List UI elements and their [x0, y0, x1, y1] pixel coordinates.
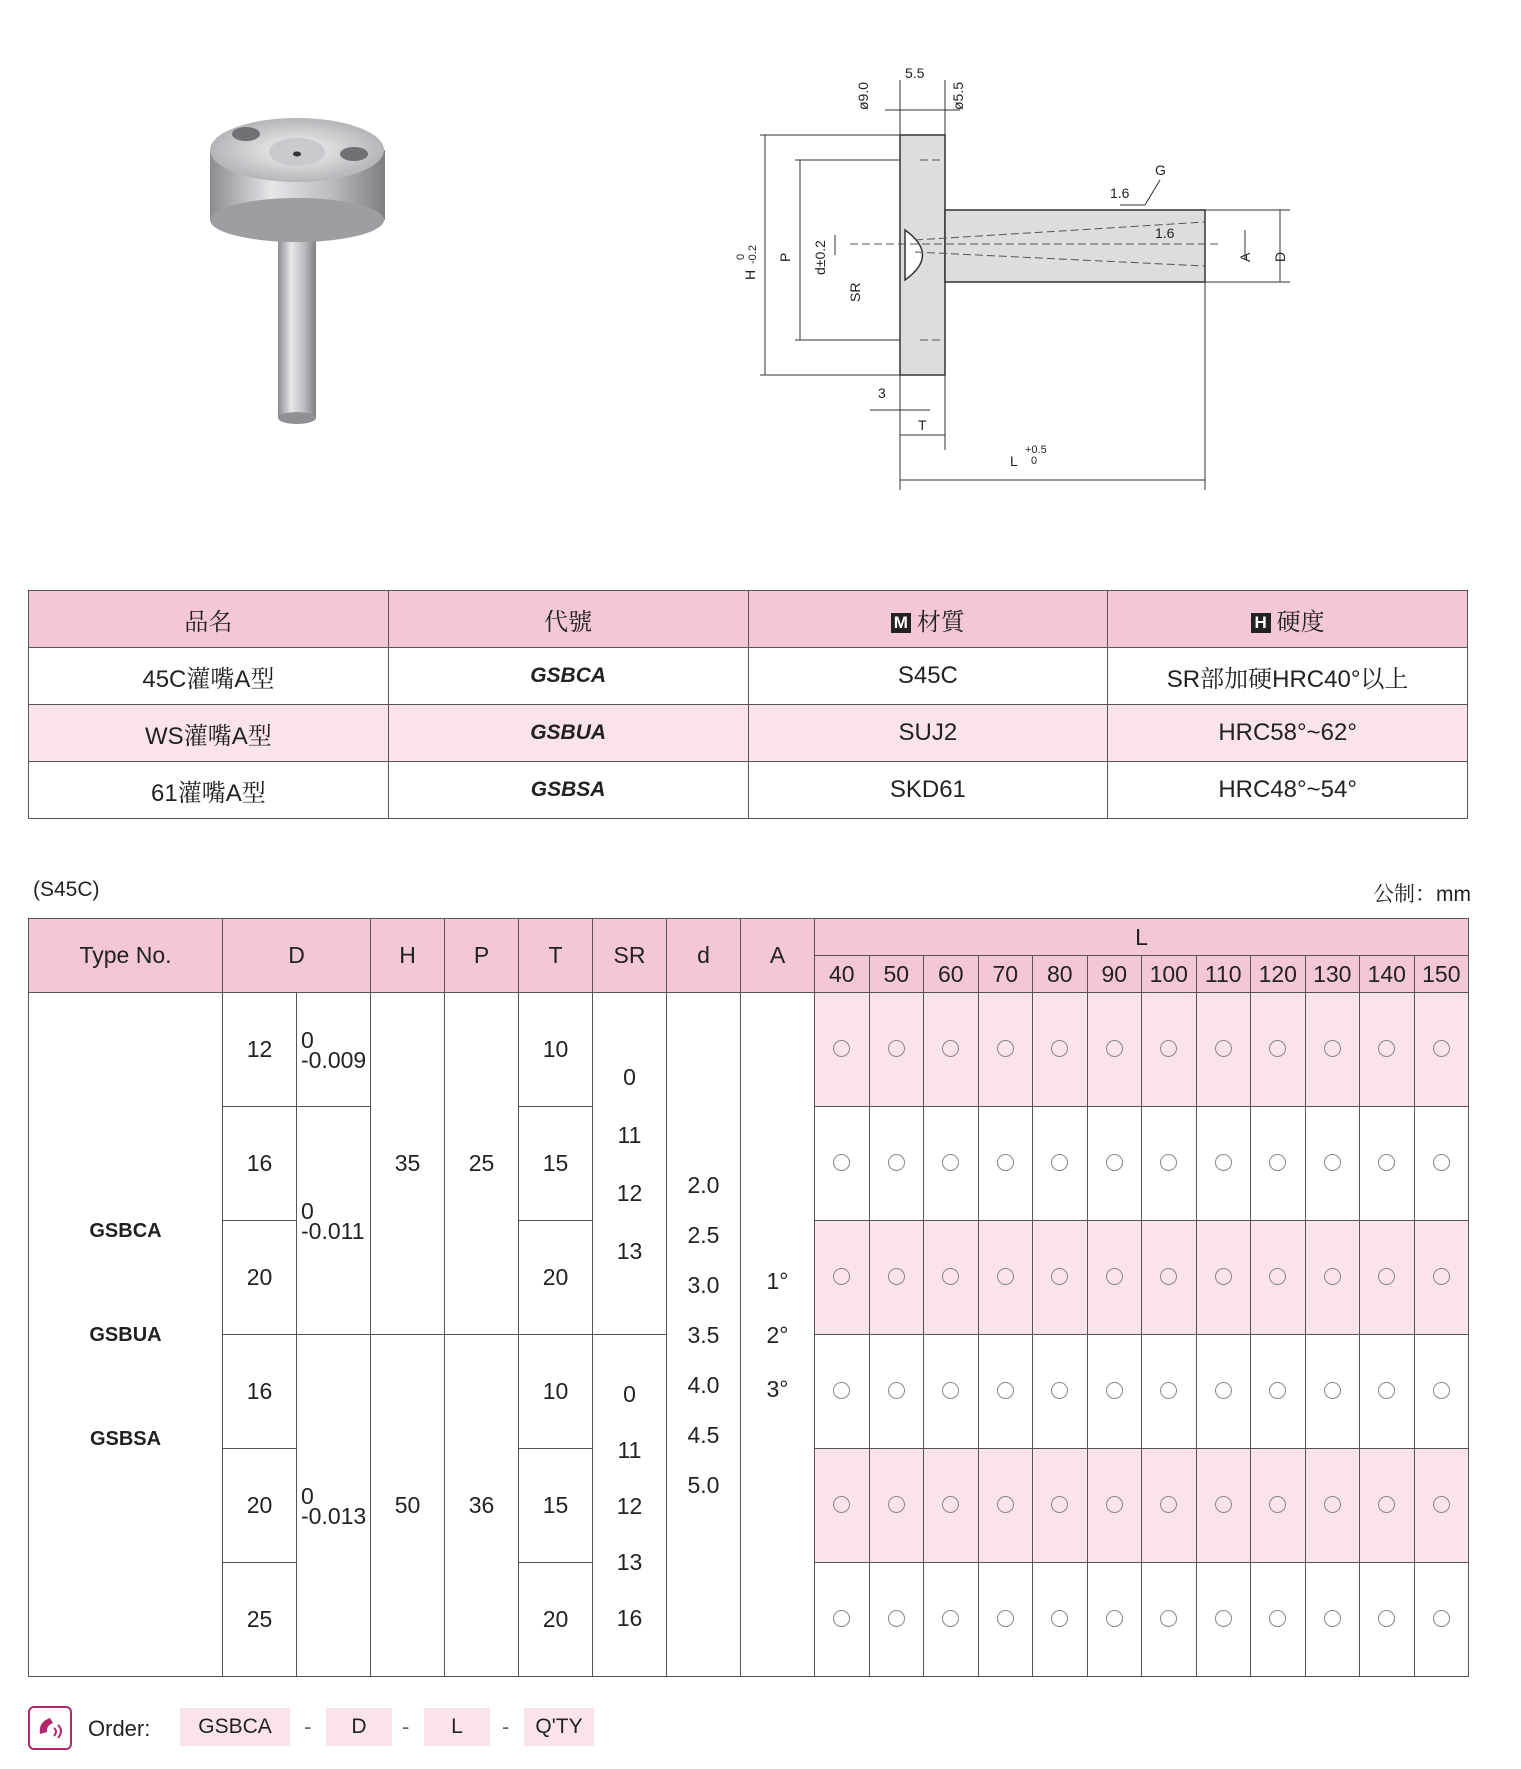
- roughness-top: 1.6: [1110, 185, 1130, 201]
- availability-mark: [833, 1496, 850, 1513]
- availability-mark: [1433, 1040, 1450, 1057]
- availability-mark: [1378, 1040, 1395, 1057]
- d-tolerance: 0 -0.011: [297, 1107, 371, 1335]
- header-hardness: H 硬度: [1108, 591, 1468, 648]
- availability-mark: [1378, 1268, 1395, 1285]
- roughness-inner: 1.6: [1155, 225, 1175, 241]
- availability-mark: [1160, 1496, 1177, 1513]
- material-table: [28, 590, 1468, 819]
- availability-mark: [1051, 1040, 1068, 1057]
- row-hardness: SR部加硬HRC40°以上: [1108, 648, 1468, 705]
- availability-mark: [1269, 1268, 1286, 1285]
- order-field-qty: Q'TY: [524, 1708, 594, 1746]
- row-name: 45C灌嘴A型: [29, 648, 389, 705]
- availability-mark: [997, 1496, 1014, 1513]
- availability-mark: [997, 1382, 1014, 1399]
- availability-mark: [1215, 1040, 1232, 1057]
- header-d-small: d: [667, 919, 741, 993]
- availability-mark: [888, 1382, 905, 1399]
- availability-mark: [1433, 1154, 1450, 1171]
- availability-mark: [942, 1268, 959, 1285]
- availability-mark: [1215, 1154, 1232, 1171]
- availability-mark: [1160, 1154, 1177, 1171]
- availability-mark: [1324, 1268, 1341, 1285]
- a-values: 1° 2° 3°: [741, 993, 815, 1677]
- type-code: GSBCA: [89, 1219, 162, 1242]
- availability-mark: [1324, 1154, 1341, 1171]
- label-d-outer: D: [1272, 251, 1288, 262]
- order-field-l: L: [424, 1708, 490, 1746]
- d-value: 12: [223, 993, 297, 1107]
- availability-mark: [1269, 1610, 1286, 1627]
- l-col-header: 140: [1360, 956, 1415, 993]
- availability-mark: [1106, 1496, 1123, 1513]
- label-a: A: [1237, 252, 1253, 262]
- availability-mark: [1433, 1610, 1450, 1627]
- availability-mark: [1378, 1496, 1395, 1513]
- availability-mark: [1433, 1268, 1450, 1285]
- label-3: 3: [878, 385, 886, 401]
- row-code: GSBUA: [388, 705, 748, 762]
- row-material: SKD61: [748, 762, 1108, 819]
- order-field-code: GSBCA: [180, 1708, 290, 1746]
- row-code: GSBCA: [388, 648, 748, 705]
- label-p: P: [777, 252, 793, 262]
- dim-phi5-5: ø5.5: [950, 81, 966, 110]
- availability-mark: [1433, 1496, 1450, 1513]
- availability-mark: [997, 1040, 1014, 1057]
- sr-values: 0 11 12 13 16: [593, 1335, 667, 1677]
- header-h: H: [371, 919, 445, 993]
- d-value: 20: [223, 1221, 297, 1335]
- row-material: SUJ2: [748, 705, 1108, 762]
- l-col-header: 60: [924, 956, 979, 993]
- availability-mark: [997, 1154, 1014, 1171]
- l-col-header: 80: [1033, 956, 1088, 993]
- row-name: WS灌嘴A型: [29, 705, 389, 762]
- availability-mark: [833, 1154, 850, 1171]
- availability-mark: [1160, 1040, 1177, 1057]
- availability-mark: [1324, 1496, 1341, 1513]
- availability-mark: [942, 1610, 959, 1627]
- availability-mark: [1324, 1610, 1341, 1627]
- availability-mark: [942, 1040, 959, 1057]
- p-value: 36: [445, 1335, 519, 1677]
- availability-mark: [833, 1382, 850, 1399]
- availability-mark: [888, 1154, 905, 1171]
- availability-mark: [888, 1610, 905, 1627]
- availability-mark: [833, 1610, 850, 1627]
- availability-mark: [1160, 1382, 1177, 1399]
- availability-mark: [942, 1496, 959, 1513]
- row-code: GSBSA: [388, 762, 748, 819]
- label-sr: SR: [847, 282, 863, 302]
- availability-mark: [1215, 1268, 1232, 1285]
- d-tolerance: 0 -0.009: [297, 993, 371, 1107]
- availability-mark: [1106, 1382, 1123, 1399]
- l-col-header: 150: [1414, 956, 1469, 993]
- d-value: 16: [223, 1335, 297, 1449]
- header-l: L: [815, 919, 1469, 956]
- roughness-g: G: [1155, 162, 1166, 178]
- l-col-header: 130: [1305, 956, 1360, 993]
- hardness-mark: H: [1251, 613, 1271, 633]
- t-value: 20: [519, 1221, 593, 1335]
- availability-mark: [1106, 1268, 1123, 1285]
- availability-mark: [1215, 1496, 1232, 1513]
- spec-table: [28, 918, 1469, 1677]
- product-photo: [200, 110, 450, 430]
- availability-mark: [1160, 1610, 1177, 1627]
- d-value: 16: [223, 1107, 297, 1221]
- order-sep: -: [402, 1714, 410, 1739]
- availability-mark: [1269, 1496, 1286, 1513]
- availability-mark: [997, 1610, 1014, 1627]
- header-type: Type No.: [29, 919, 223, 993]
- h-value: 50: [371, 1335, 445, 1677]
- order-sep: -: [502, 1714, 510, 1739]
- availability-mark: [1215, 1382, 1232, 1399]
- availability-mark: [888, 1496, 905, 1513]
- d-value: 20: [223, 1449, 297, 1563]
- material-caption: (S45C): [33, 878, 100, 901]
- header-name: 品名: [29, 591, 389, 648]
- order-bar: [28, 1706, 728, 1750]
- label-h-tol-lower: -0.2: [747, 245, 759, 264]
- label-t: T: [918, 417, 927, 433]
- label-l-tol-lower: 0: [1031, 455, 1038, 467]
- order-sep: -: [304, 1714, 312, 1739]
- dim-5-5: 5.5: [905, 65, 925, 81]
- availability-mark: [1106, 1154, 1123, 1171]
- availability-mark: [1324, 1040, 1341, 1057]
- availability-mark: [942, 1154, 959, 1171]
- type-list: [29, 993, 223, 1677]
- l-col-header: 110: [1196, 956, 1251, 993]
- label-d: d±0.2: [812, 240, 828, 275]
- t-value: 15: [519, 1107, 593, 1221]
- availability-mark: [1160, 1268, 1177, 1285]
- row-material: S45C: [748, 648, 1108, 705]
- availability-mark: [888, 1040, 905, 1057]
- availability-mark: [997, 1268, 1014, 1285]
- l-col-header: 100: [1142, 956, 1197, 993]
- availability-mark: [1215, 1610, 1232, 1627]
- availability-mark: [1051, 1268, 1068, 1285]
- availability-mark: [1433, 1382, 1450, 1399]
- d-tolerance: 0 -0.013: [297, 1335, 371, 1677]
- availability-mark: [942, 1382, 959, 1399]
- header-p: P: [445, 919, 519, 993]
- material-mark: M: [891, 613, 911, 633]
- availability-mark: [1378, 1154, 1395, 1171]
- order-field-d: D: [326, 1708, 392, 1746]
- p-value: 25: [445, 993, 519, 1335]
- availability-mark: [1269, 1154, 1286, 1171]
- header-material: M 材質: [748, 591, 1108, 648]
- availability-mark: [1269, 1382, 1286, 1399]
- header-a: A: [741, 919, 815, 993]
- row-hardness: HRC58°~62°: [1108, 705, 1468, 762]
- order-label: Order:: [88, 1716, 151, 1741]
- l-col-header: 40: [815, 956, 870, 993]
- availability-mark: [1106, 1040, 1123, 1057]
- availability-mark: [1269, 1040, 1286, 1057]
- availability-mark: [1378, 1382, 1395, 1399]
- availability-mark: [833, 1040, 850, 1057]
- l-col-header: 90: [1087, 956, 1142, 993]
- availability-mark: [1106, 1610, 1123, 1627]
- h-value: 35: [371, 993, 445, 1335]
- header-t: T: [519, 919, 593, 993]
- availability-mark: [1051, 1496, 1068, 1513]
- t-value: 20: [519, 1563, 593, 1677]
- label-h-tol-upper: 0: [735, 253, 747, 260]
- availability-mark: [1051, 1154, 1068, 1171]
- technical-drawing: [700, 40, 1360, 510]
- row-hardness: HRC48°~54°: [1108, 762, 1468, 819]
- d-value: 25: [223, 1563, 297, 1677]
- availability-mark: [833, 1268, 850, 1285]
- availability-mark: [1324, 1382, 1341, 1399]
- availability-mark: [888, 1268, 905, 1285]
- sr-values: 0 11 12 13: [593, 993, 667, 1335]
- l-col-header: 50: [869, 956, 924, 993]
- type-code: GSBUA: [89, 1323, 162, 1346]
- header-d: D: [223, 919, 371, 993]
- d-small-values: 2.0 2.5 3.0 3.5 4.0 4.5 5.0: [667, 993, 741, 1677]
- l-col-header: 120: [1251, 956, 1306, 993]
- label-l-tol-upper: +0.5: [1025, 444, 1047, 456]
- dim-phi9: ø9.0: [855, 81, 871, 110]
- unit-caption: 公制：mm: [1373, 883, 1471, 906]
- phone-icon: [28, 1706, 72, 1750]
- availability-mark: [1378, 1610, 1395, 1627]
- label-l: L: [1010, 453, 1018, 469]
- row-name: 61灌嘴A型: [29, 762, 389, 819]
- l-col-header: 70: [978, 956, 1033, 993]
- label-h: H: [742, 269, 758, 280]
- t-value: 10: [519, 993, 593, 1107]
- t-value: 10: [519, 1335, 593, 1449]
- header-sr: SR: [593, 919, 667, 993]
- header-code: 代號: [388, 591, 748, 648]
- t-value: 15: [519, 1449, 593, 1563]
- type-code: GSBSA: [89, 1427, 162, 1450]
- availability-mark: [1051, 1610, 1068, 1627]
- availability-mark: [1051, 1382, 1068, 1399]
